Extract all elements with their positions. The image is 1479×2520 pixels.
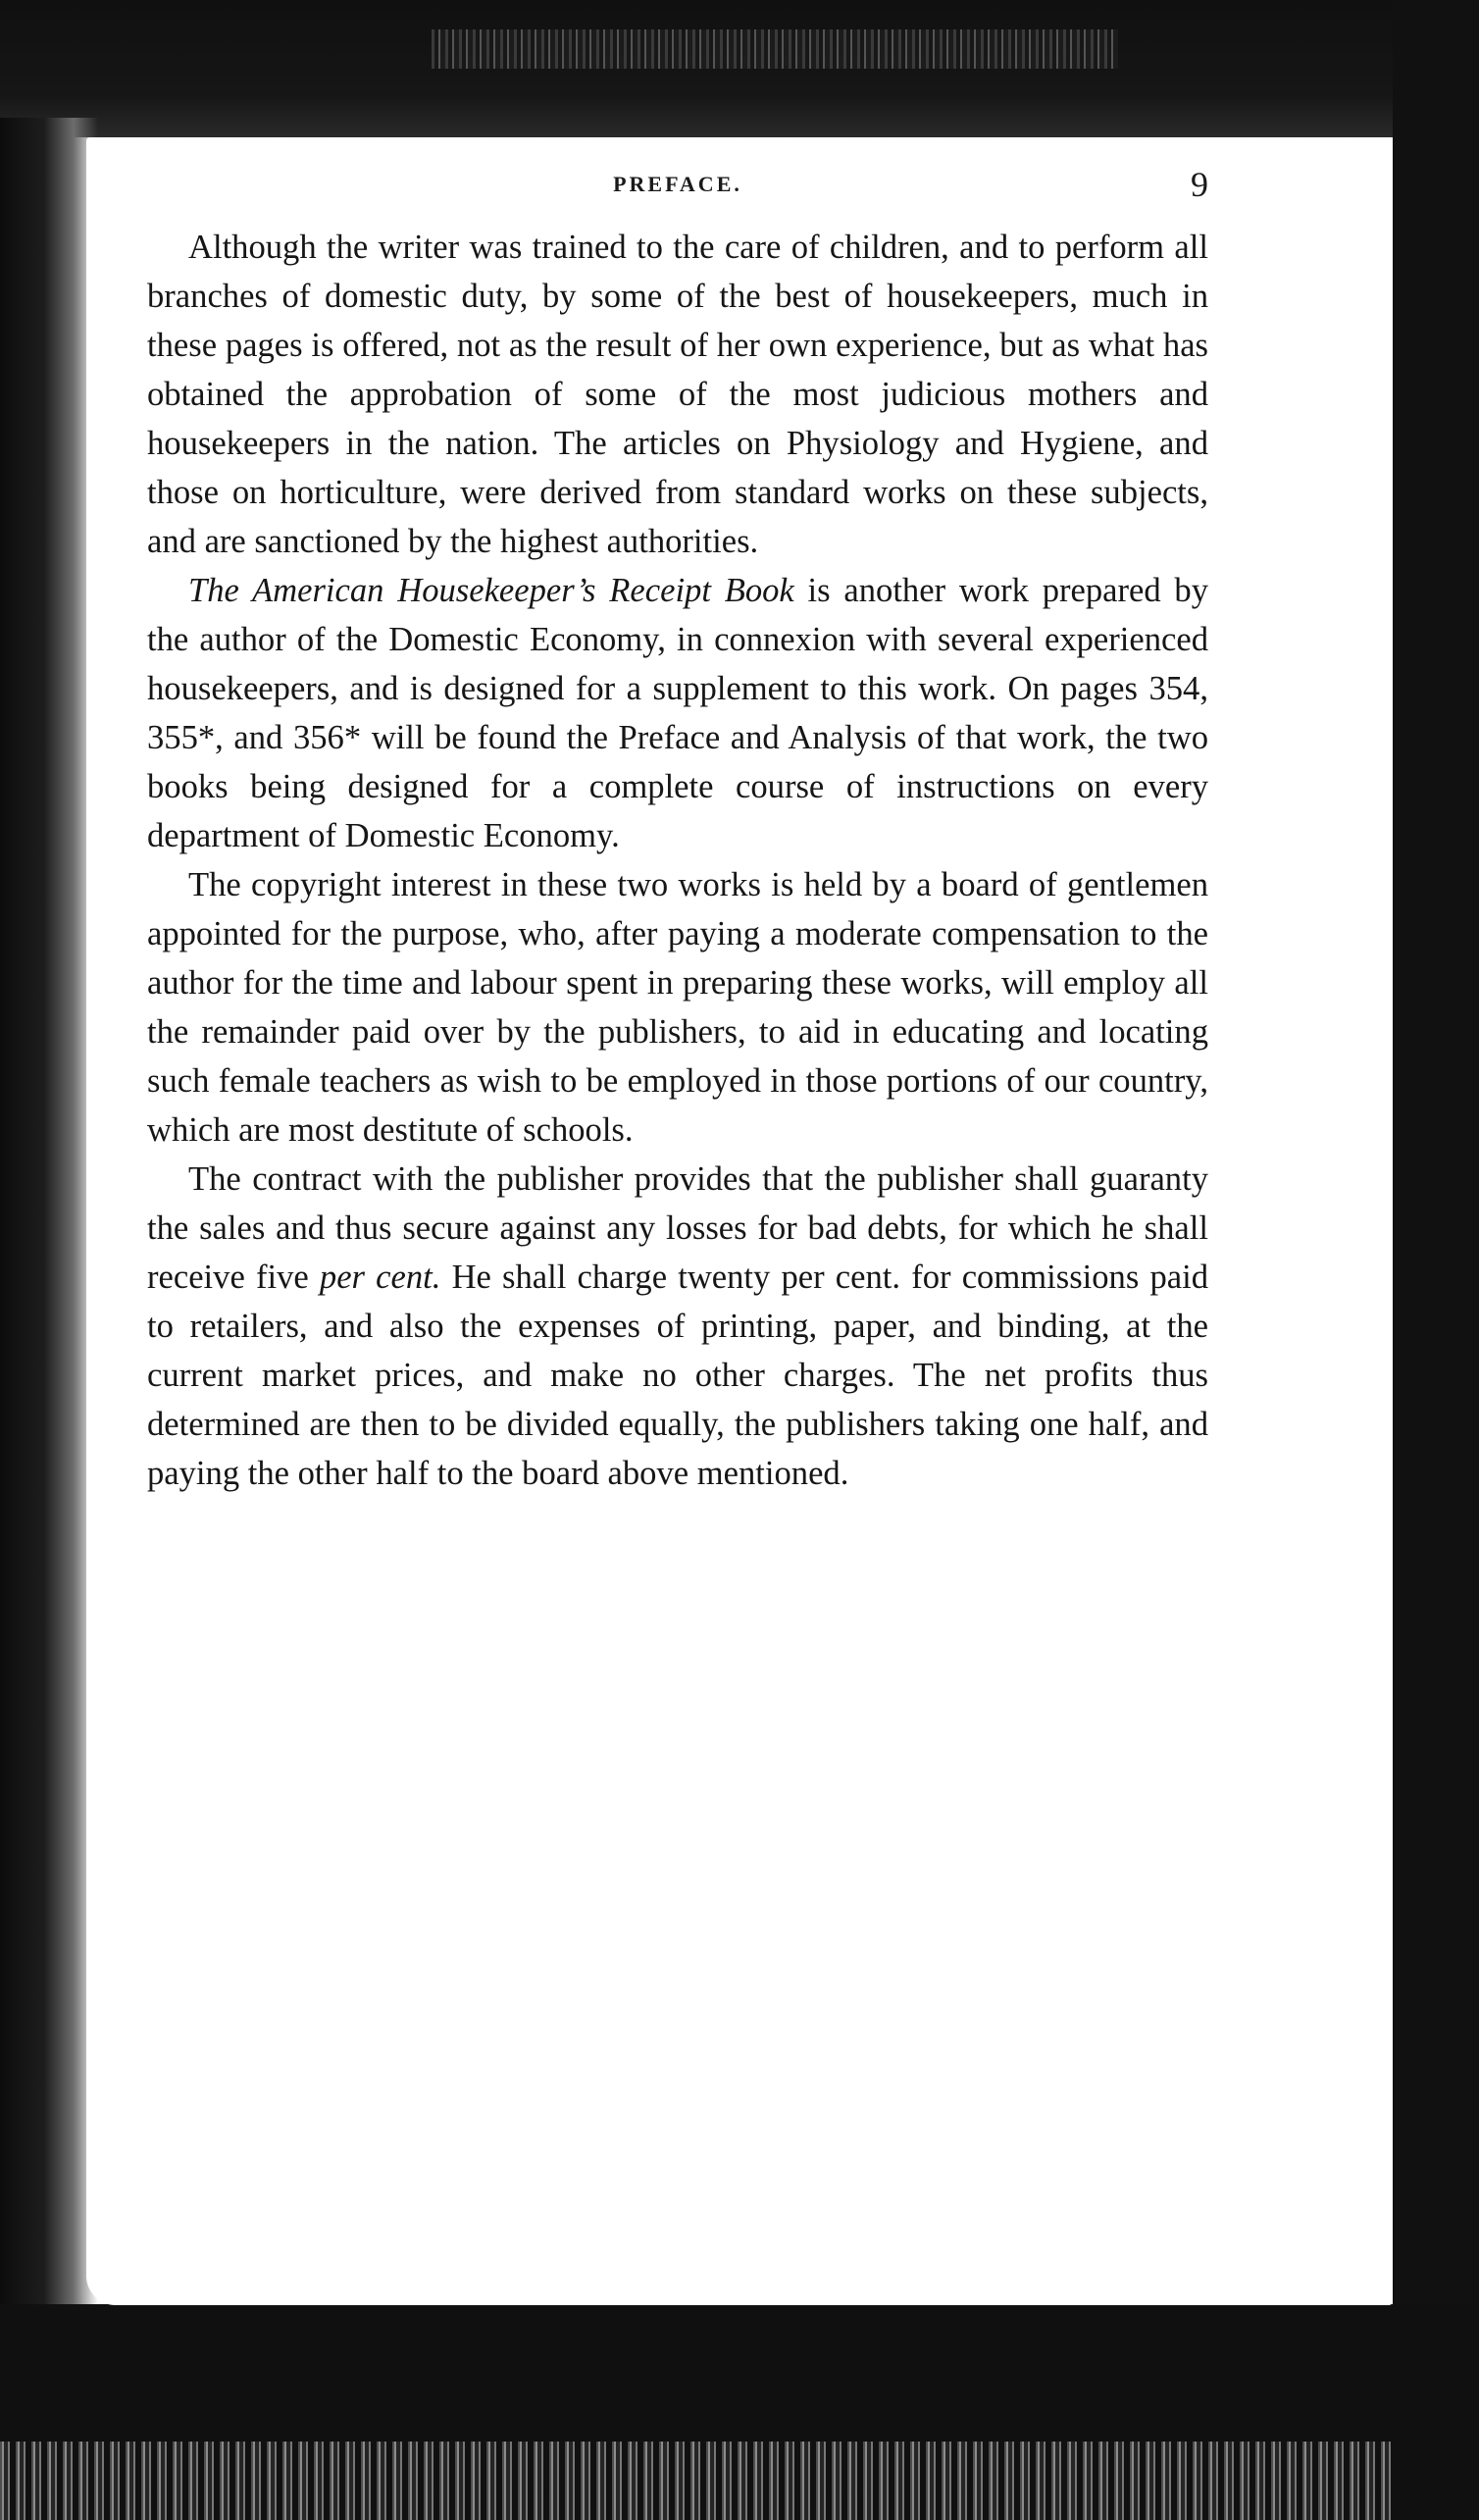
- paragraph-text: The copyright interest in these two works is held by a board of gentlemen appointed for the purpose, who, after paying a moderate compensation to the author for the time and labour spent in preparing these works, will employ all the remainder paid over by the publishers, to aid in educating and locating such female teachers as wish to be employed in those portions of our country, which are most destitute of schools.: [147, 866, 1208, 1149]
- page-number: 9: [1191, 165, 1208, 204]
- paragraph-2: [147, 566, 1208, 860]
- paragraph-text: is another work prepared by the author of the Domestic Economy, in connexion with several experienced housekeepers, and is designed for a supplement to this work. On pages 354, 355*, and 356* will be found the Preface and Analysis of that work, the two books being designed for a complete course of instructions on every department of Domestic Economy.: [147, 572, 1208, 854]
- italic-phrase: per cent.: [319, 1259, 441, 1296]
- scan-noise-top: [432, 29, 1118, 69]
- paragraph-1: [147, 223, 1208, 566]
- scan-noise-bottom: [0, 2442, 1393, 2520]
- page-header: [147, 165, 1208, 221]
- book-title: The American Housekeeper’s Receipt Book: [188, 572, 794, 609]
- running-head: PREFACE.: [613, 172, 742, 196]
- page-body: [147, 223, 1208, 1498]
- paragraph-text: The contract with the publisher provides that the publisher shall guaranty the sales and thus secure against any losses for bad debts, for which he shall receive five: [147, 1160, 1208, 1296]
- scan-border-top: [0, 0, 1479, 137]
- scan-border-right: [1393, 0, 1479, 2520]
- scan-border-left: [0, 118, 98, 2315]
- paragraph-text: He shall charge twenty per cent. for commissions paid to retailers, and also the expenses of printing, paper, and binding, at the current market prices, and make no other charges. The net profits thus determined are then to be divided equally, the publishers taking one half, and paying the other half to the board above mentioned.: [147, 1259, 1208, 1492]
- paragraph-4: [147, 1155, 1208, 1498]
- paragraph-3: [147, 860, 1208, 1155]
- paragraph-text: Although the writer was trained to the care of children, and to perform all branches of domestic duty, by some of the best of housekeepers, much in these pages is offered, not as the result of her own experience, but as what has obtained the approbation of some of the most judicious mothers and housekeepers in the nation. The articles on Physiology and Hygiene, and those on horticulture, were derived from standard works on these subjects, and are sanctioned by the highest authorities.: [147, 229, 1208, 560]
